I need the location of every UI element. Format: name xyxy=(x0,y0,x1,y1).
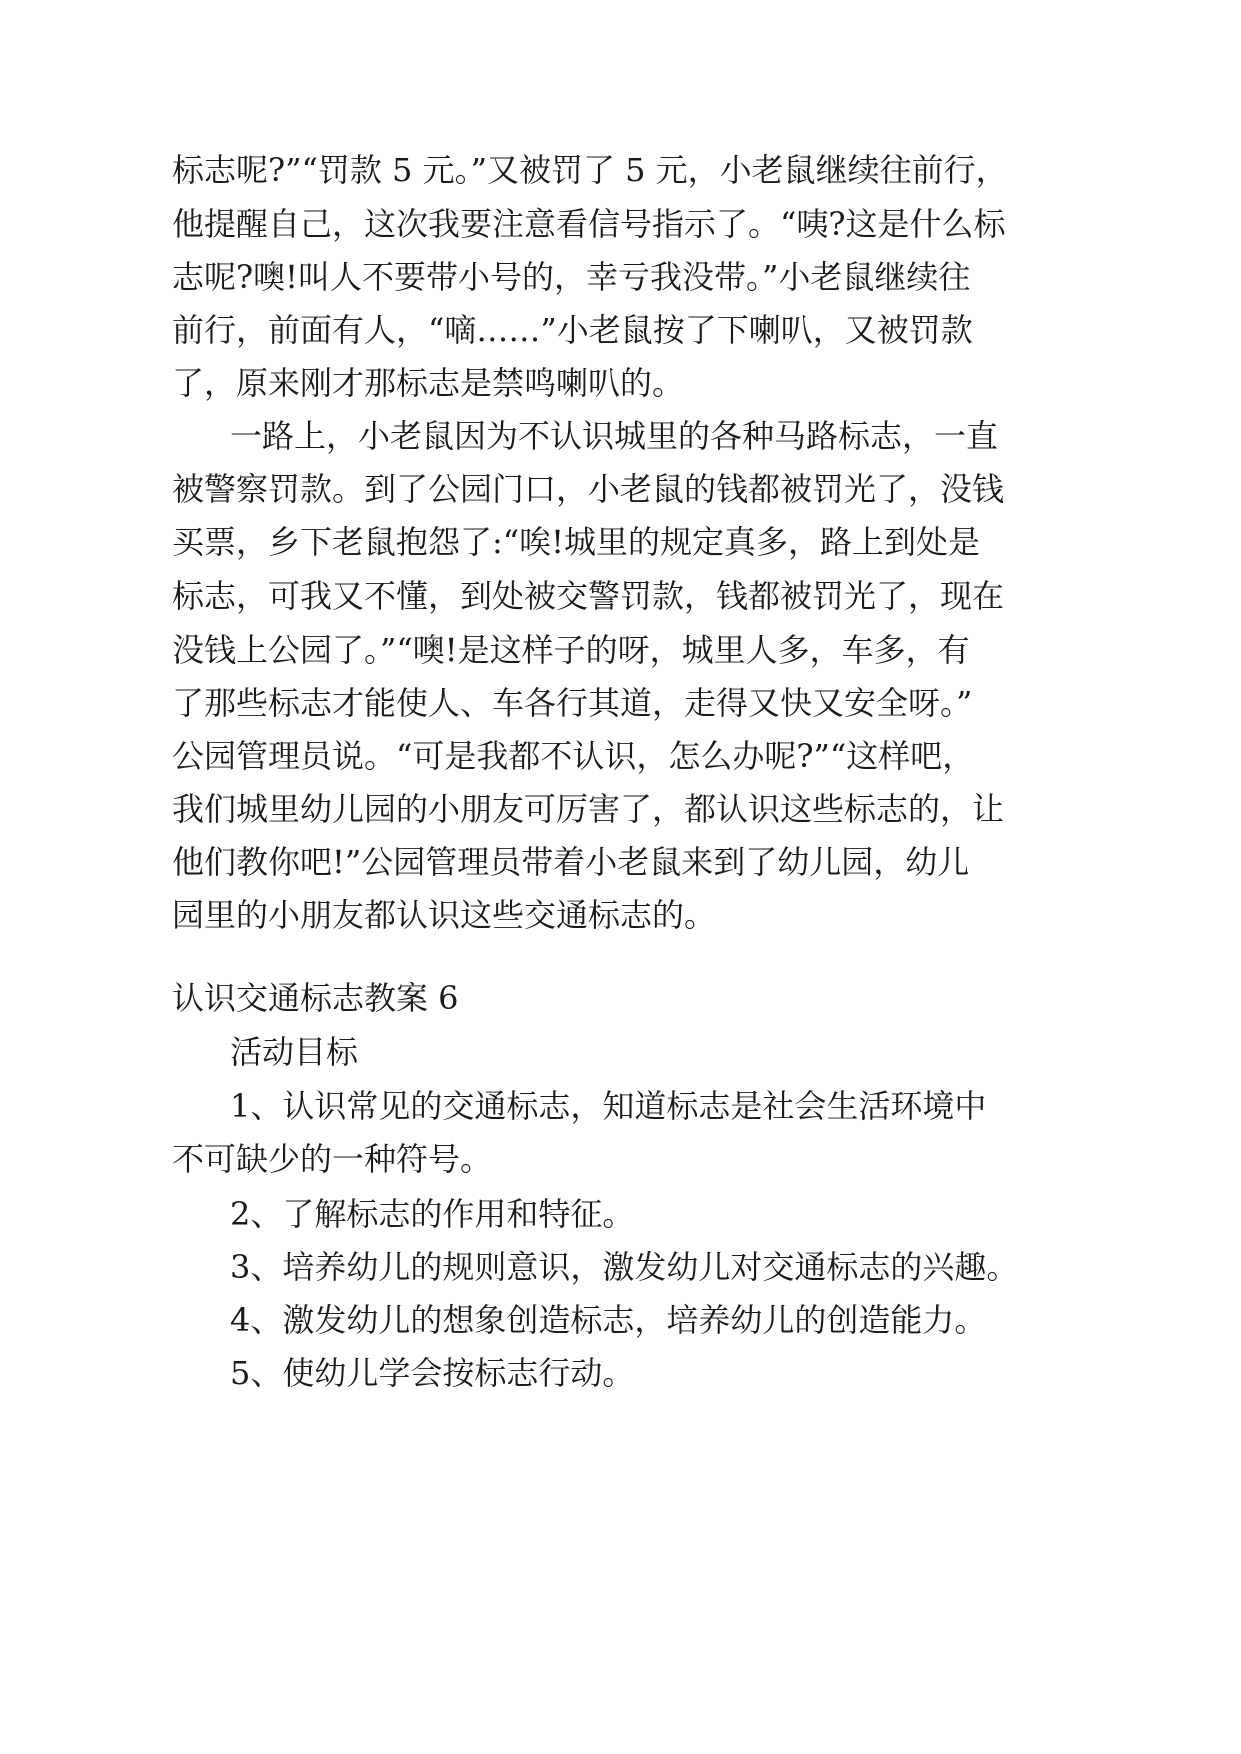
section-heading-text: 活动目标 xyxy=(230,1033,359,1071)
story-line xyxy=(0,832,1241,892)
story-line xyxy=(0,779,1241,839)
story-line xyxy=(0,566,1241,626)
goal-item xyxy=(0,1290,1241,1350)
text-line: 志呢?噢!叫人不要带小号的，幸亏我没带。”小老鼠继续往 xyxy=(172,258,971,296)
goal-item xyxy=(0,1343,1241,1403)
text-line: 标志呢?”“罚款 5 元。”又被罚了 5 元，小老鼠继续往前行， xyxy=(172,151,1008,189)
text-line: 被警察罚款。到了公园门口，小老鼠的钱都被罚光了，没钱 xyxy=(172,470,1005,508)
text-line: 买票，乡下老鼠抱怨了:“唉!城里的规定真多，路上到处是 xyxy=(172,523,981,561)
text-line: 园里的小朋友都认识这些交通标志的。 xyxy=(172,896,717,934)
goal-text: 4、激发幼儿的想象创造标志，培养幼儿的创造能力。 xyxy=(230,1301,987,1339)
text-line: 前行，前面有人，“嘀……”小老鼠按了下喇叭，又被罚款 xyxy=(172,311,973,349)
goal-text: 1、认识常见的交通标志，知道标志是社会生活环境中 xyxy=(230,1087,987,1125)
text-line: 了，原来刚才那标志是禁鸣喇叭的。 xyxy=(172,364,685,402)
text-line: 他们教你吧!”公园管理员带着小老鼠来到了幼儿园，幼儿 xyxy=(172,843,970,881)
goal-text: 不可缺少的一种符号。 xyxy=(172,1140,493,1178)
text-line: 公园管理员说。“可是我都不认识，怎么办呢?”“这样吧， xyxy=(172,737,975,775)
goal-item xyxy=(0,1184,1241,1244)
text-line: 我们城里幼儿园的小朋友可厉害了，都认识这些标志的，让 xyxy=(172,790,1005,828)
story-line xyxy=(0,673,1241,733)
section-heading xyxy=(0,1022,1241,1082)
story-line xyxy=(0,300,1241,360)
story-line xyxy=(0,353,1241,413)
goal-item xyxy=(0,1076,1241,1136)
story-line xyxy=(0,885,1241,945)
story-line xyxy=(0,140,1241,200)
text-line: 标志，可我又不懂，到处被交警罚款，钱都被罚光了，现在 xyxy=(172,577,1005,615)
lesson-title-text: 认识交通标志教案 6 xyxy=(172,979,459,1017)
text-line: 没钱上公园了。”“噢!是这样子的呀，城里人多，车多，有 xyxy=(172,631,970,669)
story-line xyxy=(0,194,1241,254)
text-line: 一路上，小老鼠因为不认识城里的各种马路标志，一直 xyxy=(230,417,999,455)
story-line xyxy=(0,726,1241,786)
goal-text: 3、培养幼儿的规则意识，激发幼儿对交通标志的兴趣。 xyxy=(230,1248,1019,1286)
story-line xyxy=(0,512,1241,572)
story-line xyxy=(0,459,1241,519)
story-line xyxy=(0,620,1241,680)
story-line xyxy=(0,247,1241,307)
story-line xyxy=(0,406,1241,466)
goal-text: 5、使幼儿学会按标志行动。 xyxy=(230,1354,635,1392)
lesson-title xyxy=(0,968,1241,1028)
goal-item xyxy=(0,1237,1241,1297)
text-line: 了那些标志才能使人、车各行其道，走得又快又安全呀。” xyxy=(172,684,973,722)
goal-item xyxy=(0,1129,1241,1189)
goal-text: 2、了解标志的作用和特征。 xyxy=(230,1195,635,1233)
text-line: 他提醒自己，这次我要注意看信号指示了。“咦?这是什么标 xyxy=(172,205,1006,243)
